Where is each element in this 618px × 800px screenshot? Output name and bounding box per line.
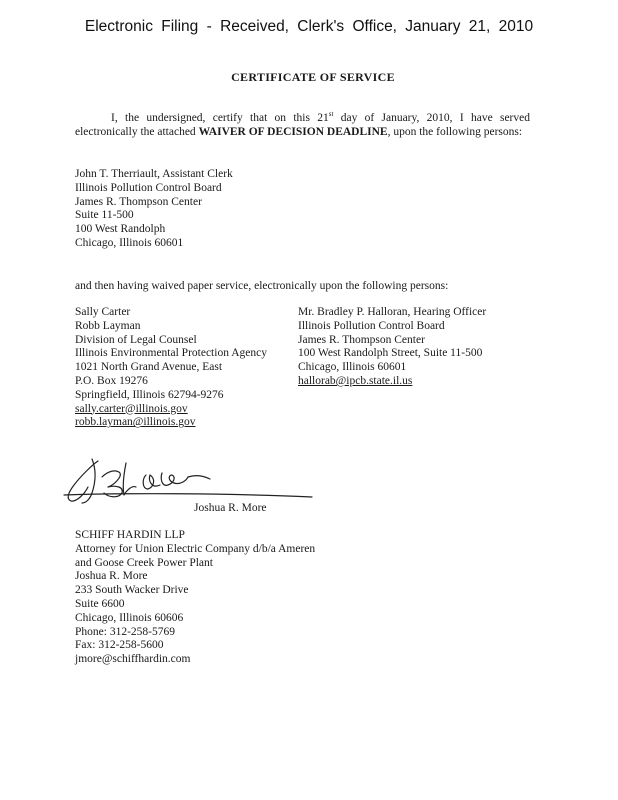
- left-recipient-address: [75, 306, 267, 430]
- handwritten-signature: [62, 455, 314, 507]
- address-line: Springfield, Illinois 62794-9276: [75, 388, 224, 401]
- address-line: P.O. Box 19276: [75, 374, 148, 387]
- day-suffix: st: [328, 110, 334, 118]
- firm-line: 233 South Wacker Drive: [75, 584, 189, 597]
- firm-line: Attorney for Union Electric Company d/b/a Ameren: [75, 542, 316, 555]
- address-line: Robb Layman: [75, 319, 141, 332]
- intro-text-end: , upon the following persons:: [387, 125, 523, 138]
- signature-strokes: [64, 459, 312, 503]
- address-line: Suite 11-500: [75, 209, 134, 222]
- firm-line: Phone: 312-258-5769: [75, 625, 175, 638]
- firm-line: Fax: 312-258-5600: [75, 639, 164, 652]
- waived-service-text: and then having waived paper service, electronically upon the following persons:: [75, 280, 449, 292]
- address-line: 100 West Randolph Street, Suite 11-500: [298, 347, 483, 360]
- address-line: Chicago, Illinois 60601: [298, 361, 407, 374]
- firm-signature-block: [75, 529, 315, 667]
- email-link[interactable]: sally.carter@illinois.gov: [75, 402, 188, 415]
- right-recipient-address: [298, 306, 486, 389]
- address-line: Illinois Pollution Control Board: [298, 319, 445, 332]
- intro-text-middle: day of January, 2010, I have served electronically the attached: [75, 112, 530, 138]
- address-line: 1021 North Grand Avenue, East: [75, 361, 223, 374]
- address-line: James R. Thompson Center: [75, 195, 202, 208]
- address-line: Division of Legal Counsel: [75, 333, 197, 346]
- document-title: CERTIFICATE OF SERVICE: [231, 70, 395, 84]
- address-line: 100 West Randolph: [75, 223, 166, 236]
- firm-line: Chicago, Illinois 60606: [75, 611, 184, 624]
- clerk-address: [75, 168, 233, 251]
- intro-paragraph: [75, 112, 530, 140]
- address-line: Chicago, Illinois 60601: [75, 236, 184, 249]
- filing-stamp-header: Electronic Filing - Received, Clerk's Office, January 21, 2010: [84, 18, 534, 35]
- address-line: Illinois Pollution Control Board: [75, 181, 222, 194]
- address-line: Sally Carter: [75, 306, 131, 318]
- firm-email[interactable]: jmore@schiffhardin.com: [75, 653, 191, 666]
- address-line: Mr. Bradley P. Halloran, Hearing Officer: [298, 306, 487, 318]
- address-line: Illinois Environmental Protection Agency: [75, 347, 267, 360]
- document-name: WAIVER OF DECISION DEADLINE: [198, 125, 388, 138]
- firm-line: Joshua R. More: [75, 570, 148, 583]
- firm-line: SCHIFF HARDIN LLP: [75, 529, 185, 541]
- signatory-name: Joshua R. More: [194, 502, 267, 514]
- address-line: John T. Therriault, Assistant Clerk: [75, 168, 233, 180]
- firm-line: Suite 6600: [75, 597, 125, 610]
- intro-text-start: I, the undersigned, certify that on this 21: [111, 112, 329, 124]
- firm-line: and Goose Creek Power Plant: [75, 556, 213, 569]
- address-line: James R. Thompson Center: [298, 333, 425, 346]
- email-link[interactable]: hallorab@ipcb.state.il.us: [298, 374, 413, 387]
- email-link[interactable]: robb.layman@illinois.gov: [75, 416, 196, 429]
